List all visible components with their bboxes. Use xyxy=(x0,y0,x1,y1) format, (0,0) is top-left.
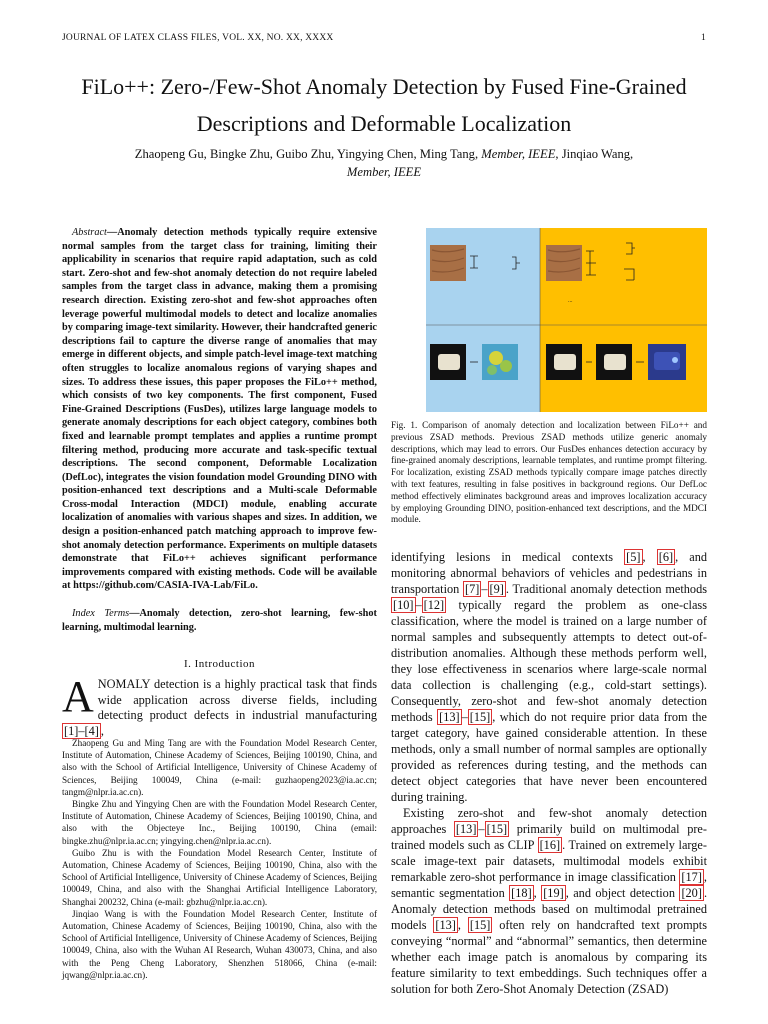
body-text: , xyxy=(457,918,468,932)
citation-link[interactable]: [20] xyxy=(681,886,702,900)
right-column-body xyxy=(391,549,707,997)
citation-link[interactable]: [15] xyxy=(469,918,491,932)
abstract xyxy=(62,226,377,593)
body-text: . Anomaly detection methods based on multimodal pretrained models xyxy=(391,886,708,932)
body-text: Existing zero-shot and few-shot anomaly detection approaches xyxy=(391,806,707,836)
body-text: , which do not require prior data from the target category, have gained considerable attention. In these methods, only a small number of normal samples are optionally provided as references during testing, and the methods can detect object categories that have never been encountered during training. xyxy=(391,710,707,804)
body-paragraph-2 xyxy=(391,805,707,997)
body-paragraph-1 xyxy=(391,549,707,805)
citation-link[interactable]: [9] xyxy=(489,582,504,596)
citation-link[interactable]: [16] xyxy=(539,838,561,852)
footnote: Jinqiao Wang is with the Foundation Model Research Center, Institute of Automation, Chinese Academy of Sciences, Beijing 100190, China, also with the School of Artificial Intelligence, University of Chinese Academy of Sciences, Beijing 100049, China, also with the Wuhan AI Research, Wuhan 430073, China, and also with the Peng Cheng Laboratory, Shenzhen 518066, China (e-mail: jqwang@nlpr.ia.ac.cn). xyxy=(62,908,377,980)
body-text: , semantic segmentation xyxy=(391,870,707,900)
footnote: Guibo Zhu is with the Foundation Model Research Center, Institute of Automation, Chinese Academy of Sciences, Beijing 100190, China, also with the School of Artificial Intelligence, University of Chinese Academy of Sciences, Beijing 100049, China, and also with the Shanghai Artificial Intelligence Laboratory, Shanghai 200232, China (e-mail: gbzhu@nlpr.ia.ac.cn). xyxy=(62,847,377,907)
section-heading: I. Introduction xyxy=(183,658,256,670)
citation-link[interactable]: [1]–[4] xyxy=(64,723,99,738)
drop-cap: A xyxy=(62,672,94,721)
body-text: – xyxy=(415,598,422,612)
running-header xyxy=(62,33,706,43)
citation-link[interactable]: [18] xyxy=(511,886,532,900)
body-text: often rely on handcrafted text prompts conveying “normal” and “abnormal” semantics, then determine whether each image patch is anomalous by comparing its feature similarity to text embeddings. Such techniques offer a solution for both Zero-Shot Anomaly Detection (ZSAD) xyxy=(391,918,707,996)
authors-text-end: , Jinqiao Wang, xyxy=(555,147,634,161)
figure-caption: Fig. 1. Comparison of anomaly detection and localization between FiLo++ and previous ZSAD methods. Previous ZSAD methods utilize generic anomaly descriptions, which may lead to errors. Our FusDes enhances detection accuracy by fine-grained anomaly descriptions, learnable templates, and runtime prompt filtering. For localization, existing ZSAD methods typically compare image patches directly with text features, resulting in false positives in background regions. Our DefLoc method effectively eliminates background areas and improves localization accuracy by employing Grounding DINO, position-enhanced text descriptions, and the MDCI module. xyxy=(391,420,707,525)
index-terms-text: —Anomaly detection, zero-shot learning, few-shot learning, multimodal learning. xyxy=(62,608,377,633)
abstract-text: —Anomaly detection methods typically require extensive normal samples from the target class for training, limiting their applicability in scenarios that require rapid adaptation, such as cold start. Zero-shot and few-shot anomaly detection do not require labeled samples from the target class in advance, making them a promising research direction. Existing zero-shot and few-shot approaches often leverage powerful multimodal models to detect and localize anomalies by comparing image-text similarity. However, their handcrafted generic descriptions fail to capture the diverse range of anomalies that may emerge in different objects, and simple patch-level image-text matching often struggles to localize anomalous regions of varying shapes and sizes. To address these issues, this paper proposes the FiLo++ method, which consists of two key components. The first component, Fused Fine-Grained Descriptions (FusDes), utilizes large language models to generate anomaly descriptions for each object category, combines both fixed and learnable prompt templates and applies a runtime prompt filtering method, producing more accurate and task-specific textual descriptions. The second component, Deformable Localization (DefLoc), integrates the vision foundation model Grounding DINO with position-enhanced text descriptions and a Multi-scale Deformable Cross-modal Interaction (MDCI) module, enabling accurate localization of anomalies with various shapes and sizes. In addition, we design a position-enhanced patch matching approach to improve few-shot anomaly detection performance. Experiments on multiple datasets demonstrate that FiLo++ achieves significant performance improvements compared with existing methods. Code will be available at https://github.com/CASIA-IVA-Lab/FiLo. xyxy=(62,227,377,592)
body-text: , xyxy=(533,886,542,900)
citation-link[interactable]: [10] xyxy=(393,598,414,612)
body-text: identifying lesions in medical contexts xyxy=(391,550,625,564)
citation-link[interactable]: [13] xyxy=(435,918,456,932)
figure-1 xyxy=(426,228,707,412)
body-text: , and monitoring abnormal behaviors of vehicles and pedestrians in transportation xyxy=(391,550,708,596)
body-text: primarily build on multimodal pre-trained models such as CLIP xyxy=(391,822,707,852)
citation-link[interactable]: [12] xyxy=(423,598,445,612)
paper-title xyxy=(40,68,728,142)
body-text: , xyxy=(642,550,657,564)
body-text: – xyxy=(478,822,485,836)
citation-link[interactable]: [13] xyxy=(455,822,477,836)
intro-paragraph xyxy=(62,672,377,739)
body-text: – xyxy=(481,582,488,596)
intro-end: , xyxy=(100,723,104,738)
page-number: 1 xyxy=(701,33,706,43)
citation-link[interactable]: [5] xyxy=(626,550,641,564)
body-text: typically regard the problem as one-class classification, where the model is trained on a large number of normal samples and subsequently attempts to detect out-of-distribution anomalies. Although these methods perform well, they lose effectiveness in scenarios where large-scale normal data collection is challenging (e.g., cold-start settings). Consequently, zero-shot and few-shot anomaly detection methods xyxy=(391,598,707,724)
citation-link[interactable]: [6] xyxy=(658,550,674,564)
body-text: . Traditional anomaly detection methods xyxy=(505,582,707,596)
index-terms xyxy=(62,607,377,634)
abstract-label: Abstract xyxy=(72,227,107,238)
body-text: . Trained on extremely large-scale image-text pair datasets, multimodal models exhibit remarkable zero-shot performance in image classification xyxy=(391,838,707,884)
citation-link[interactable]: [17] xyxy=(681,870,702,884)
index-terms-label: Index Terms xyxy=(72,608,130,619)
title-line-2: Descriptions and Deformable Localization xyxy=(196,111,572,136)
citation-link[interactable]: [13] xyxy=(439,710,460,724)
intro-text: NOMALY detection is a highly practical task that finds wide application across diverse fields, including detecting product defects in industrial manufacturing xyxy=(97,677,377,722)
authors-text: Zhaopeng Gu, Bingke Zhu, Guibo Zhu, Yingying Chen, Ming Tang, xyxy=(134,147,482,161)
citation-link[interactable]: [7] xyxy=(465,582,480,596)
footnote: Zhaopeng Gu and Ming Tang are with the Foundation Model Research Center, Institute of Automation, Chinese Academy of Sciences, Beijing 100190, China, and also with the School of Artificial Intelligence, University of Chinese Academy of Sciences, Beijing 100049, China (e-mail: guzhaopeng2023@ia.ac.cn; tangm@nlpr.ia.ac.cn). xyxy=(62,738,377,797)
title-line-1: FiLo++: Zero-/Few-Shot Anomaly Detection by Fused Fine-Grained xyxy=(81,74,687,99)
citation-link[interactable]: [15] xyxy=(469,710,491,724)
footnote: Bingke Zhu and Yingying Chen are with the Foundation Model Research Center, Institute of Automation, Chinese Academy of Sciences, Beijing 100190, China, and also with the Objecteye Inc., Beijing 100190, China (email: bingke.zhu@nlpr.ia.ac.cn; yingying.chen@nlpr.ia.ac.cn). xyxy=(62,799,377,846)
member-label: Member, IEEE xyxy=(481,147,556,161)
svg-text:...: ... xyxy=(568,298,573,304)
member-label-2: Member, IEEE xyxy=(346,165,422,179)
author-list xyxy=(70,145,698,181)
body-text: – xyxy=(461,710,468,724)
affiliation-footnotes xyxy=(62,737,377,981)
citation-link[interactable]: [15] xyxy=(486,822,508,836)
journal-name: JOURNAL OF LATEX CLASS FILES, VOL. XX, NO. XX, XXXX xyxy=(62,33,334,43)
citation-link[interactable]: [19] xyxy=(543,886,564,900)
body-text: , and object detection xyxy=(565,886,680,900)
